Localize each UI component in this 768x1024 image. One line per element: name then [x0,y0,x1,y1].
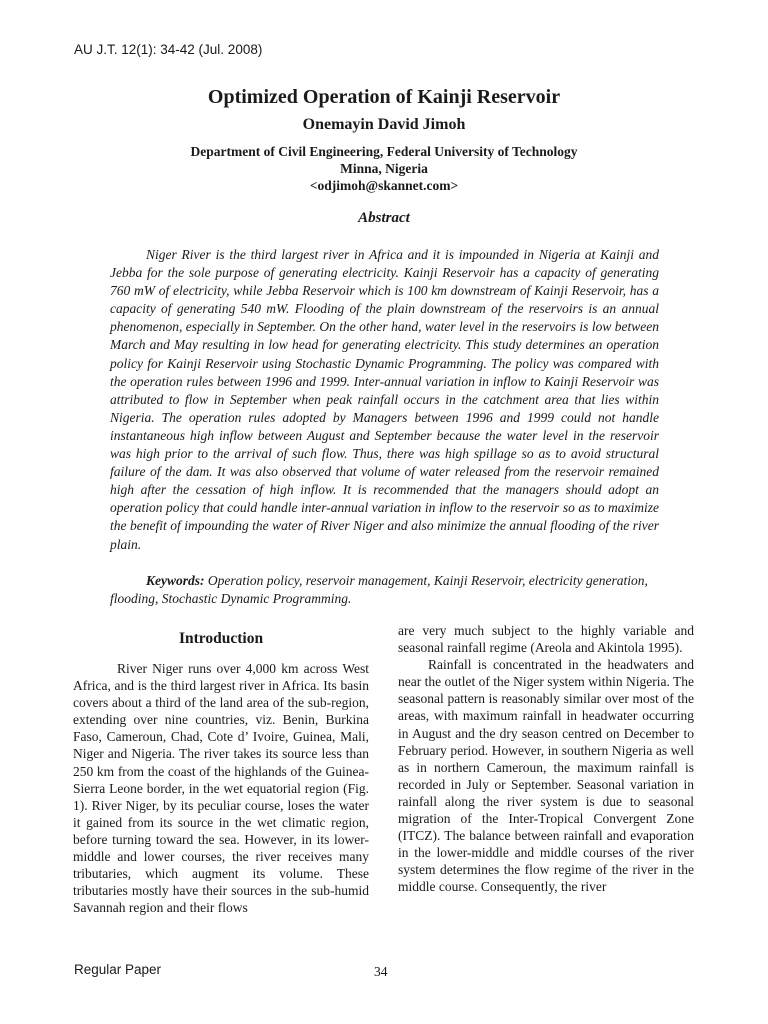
keywords-list: Operation policy, reservoir management, Kainji Reservoir, electricity generation, flooding, Stochastic Dynamic Programming. [110,573,648,606]
page-number: 34 [374,964,388,979]
author-name: Onemayin David Jimoh [302,116,466,133]
keywords-label: Keywords: [146,573,205,588]
paper-type-label: Regular Paper [74,962,162,977]
right-column-paragraph: Rainfall is concentrated in the headwaters and near the outlet of the Niger system within Nigeria. The seasonal pattern is reasonably similar over most of the areas, with maximum rainfall in headwater occurring in August and the dry season centred on December to February period. However, in southern Nigeria as well as in northern Cameroun, the maximum rainfall is recorded in July or September. Seasonal variation in rainfall along the river system is due to seasonal migration of the Inter-Tropical Convergent Zone (ITCZ). The balance between rainfall and evaporation in the lower-middle and middle courses of the river system determines the flow regime of the river in the middle course. Consequently, the river [398,657,694,895]
keywords-paragraph [110,572,659,608]
introduction-left-column: River Niger runs over 4,000 km across West Africa, and is the third largest river in Africa. Its basin covers about a third of the land area of the sub-region, extending over nine countries, viz. Benin, Burkina Faso, Cameroun, Chad, Cote d’ Ivoire, Guinea, Mali, Niger and Nigeria. The river takes its source less than 250 km from the coast of the highlands of the Guinea-Sierra Leone border, in the wet equatorial region (Fig. 1). River Niger, by its peculiar course, loses the water it gained from its source in the wet climatic region, before turning toward the sea. However, in its lower-middle and lower courses, the river receives many tributaries, which augment its volume. These tributaries mostly have their sources in the sub-humid Savannah region and their flows [73,661,369,916]
author-email: <odjimoh@skannet.com> [309,178,459,193]
journal-citation: AU J.T. 12(1): 34-42 (Jul. 2008) [74,42,263,57]
introduction-heading: Introduction [178,630,264,647]
introduction-right-column [398,622,694,896]
affiliation-department: Department of Civil Engineering, Federal University of Technology [190,144,578,159]
right-column-continuation: are very much subject to the highly variable and seasonal rainfall regime (Areola and Akintola 1995). [398,623,694,656]
abstract-text: Niger River is the third largest river in Africa and it is impounded in Nigeria at Kainji and Jebba for the sole purpose of generating electricity. Kainji Reservoir has a capacity of generating 760 mW of electricity, while Jebba Reservoir which is 100 km downstream of Kainji Reservoir, has a capacity of generating 540 mW. Flooding of the plain downstream of the reservoirs is an annual phenomenon, especially in September. On the other hand, water level in the reservoirs is low between March and May resulting in low head for generating electricity. This study determines an operation policy for Kainji Reservoir using Stochastic Dynamic Programming. The policy was compared with the operation rules between 1996 and 1999. Inter-annual variation in inflow to Kainji Reservoir was attributed to flow in September when peak rainfall occurs in the catchment area that lies within Nigeria. The operation rules adopted by Managers between 1996 and 1999 could not handle instantaneous high inflow between August and September because the water level in the reservoir was high prior to the arrival of such flow. Thus, there was high spillage so as to avoid structural failure of the dam. It was also observed that volume of water released from the reservoir remained high after the cessation of high inflow. It is recommended that the managers should adopt an operation policy that could handle inter-annual variation in inflow to the reservoir so as to maximize the benefit of impounding the water of River Niger and also minimize the annual flooding of the river plain. [110,247,659,552]
affiliation-location: Minna, Nigeria [340,161,428,176]
paper-title: Optimized Operation of Kainji Reservoir [207,86,561,108]
abstract-heading: Abstract [358,210,410,226]
